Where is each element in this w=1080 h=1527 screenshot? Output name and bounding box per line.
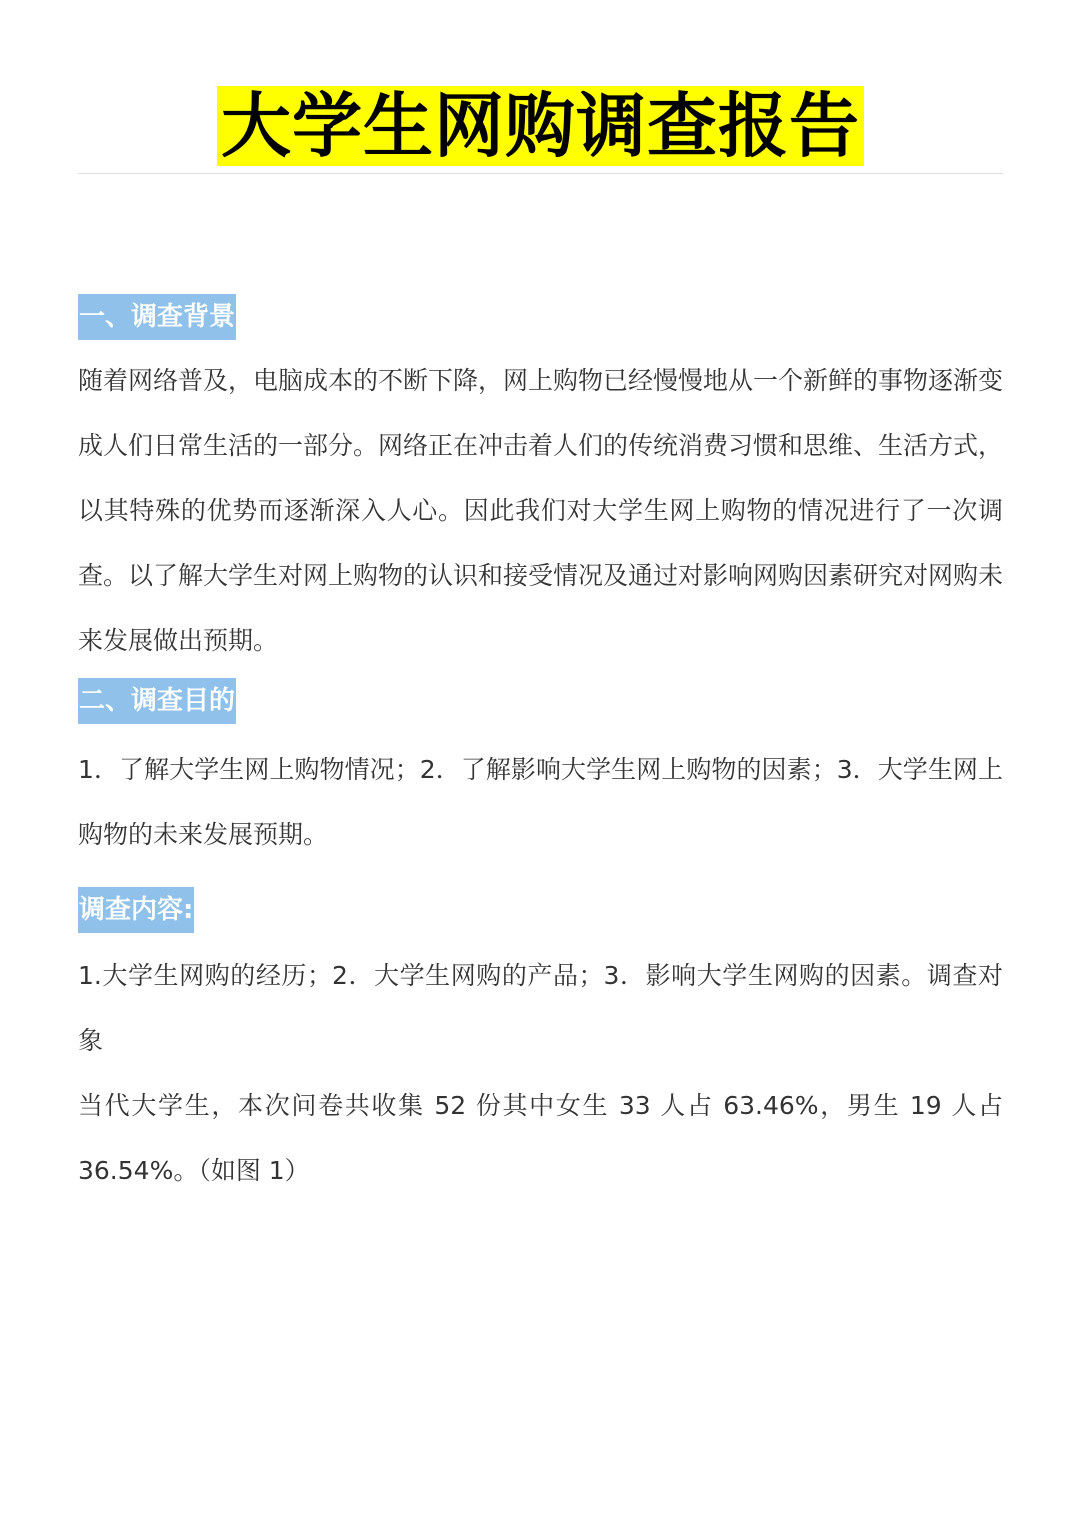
section-heading-purpose: 二、调查目的	[78, 678, 236, 724]
title-container	[78, 86, 1003, 166]
section-heading-background: 一、调查背景	[78, 294, 236, 340]
title-divider	[78, 173, 1003, 174]
document-body	[78, 294, 1003, 1203]
section-paragraph-background: 随着网络普及，电脑成本的不断下降，网上购物已经慢慢地从一个新鲜的事物逐渐变成人们日常生活的一部分。网络正在冲击着人们的传统消费习惯和思维、生活方式，以其特殊的优势而逐渐深入人心。因此我们对大学生网上购物的情况进行了一次调查。以了解大学生对网上购物的认识和接受情况及通过对影响网购因素研究对网购未来发展做出预期。	[78, 366, 1004, 655]
section-paragraph-purpose: 1．了解大学生网上购物情况；2．了解影响大学生网上购物的因素；3．大学生网上购物的未来发展预期。	[78, 755, 1003, 849]
section-purpose-heading-row	[78, 678, 1003, 724]
section-content-heading-row	[78, 887, 1003, 933]
section-heading-content: 调查内容:	[78, 887, 194, 933]
section-paragraph-subjects: 当代大学生，本次问卷共收集 52 份其中女生 33 人占 63.46%，男生 19 人占 36.54%。（如图 1）	[78, 1091, 1003, 1185]
page-title: 大学生网购调查报告	[217, 86, 864, 166]
section-paragraph-content: 1.大学生网购的经历；2．大学生网购的产品；3．影响大学生网购的因素。调查对象	[78, 961, 1003, 1055]
section-background-heading-row	[78, 294, 1003, 340]
